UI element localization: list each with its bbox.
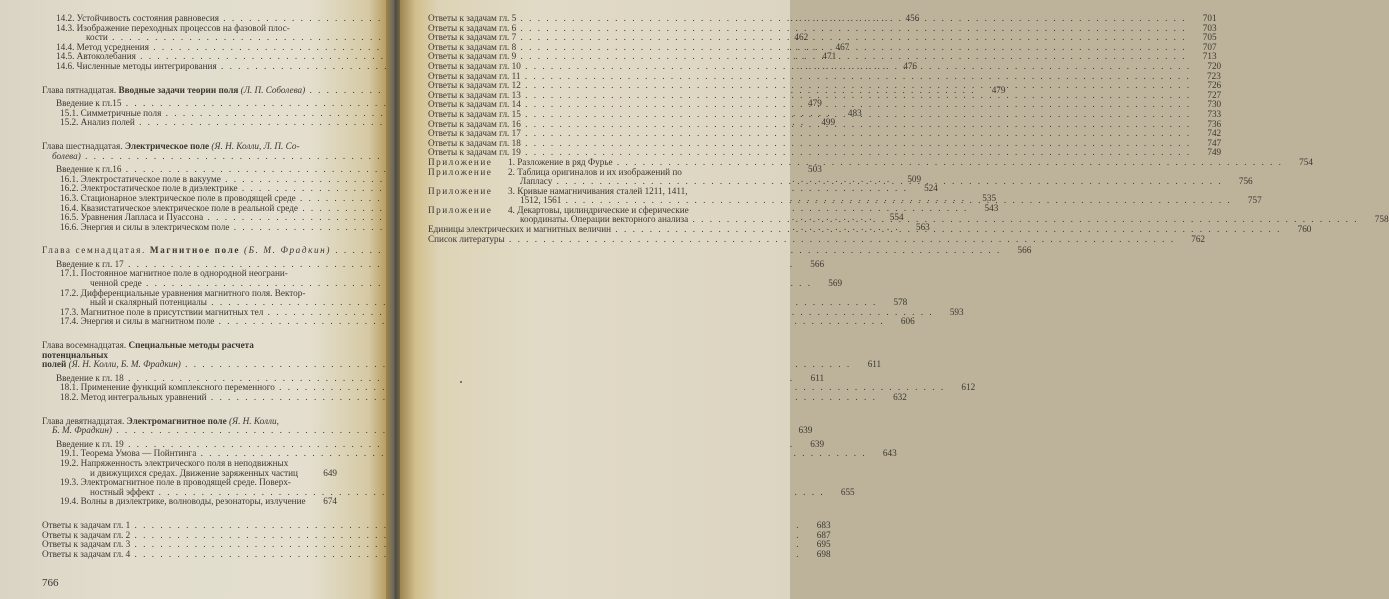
toc-entry: Введение к гл. 19 . . . 639 <box>56 440 337 450</box>
toc-entry: 18.1. Применение функций комплексного переменного . . . 612 <box>60 383 337 393</box>
toc-answers: Ответы к задачам гл. 17 . . . 742 <box>428 129 753 139</box>
toc-entry: 19.3. Электромагнитное поле в проводящей среде. Поверх- <box>60 477 291 488</box>
toc-answers: Ответы к задачам гл. 2 . . . 687 <box>42 531 337 541</box>
toc-answers: Ответы к задачам гл. 1 . . . 683 <box>42 521 337 531</box>
toc-answers: Ответы к задачам гл. 18 . . . 747 <box>428 139 753 149</box>
toc-entry: 15.1. Симметричные поля . . . 483 <box>60 109 337 119</box>
toc-answers: Ответы к задачам гл. 6 . . . 703 <box>428 24 753 34</box>
toc-answers: Ответы к задачам гл. 7 . . . 705 <box>428 33 753 43</box>
toc-entry: 16.3. Стационарное электрическое поле в проводящей среде . . . 535 <box>60 194 337 204</box>
toc-entry: 14.5. Автоколебания . . . 471 <box>56 52 337 62</box>
toc-entry: и движущихся средах. Движение заряженных частиц 649 <box>90 467 337 478</box>
toc-entry: 19.2. Напряженность электрического поля в неподвижных <box>60 457 289 468</box>
toc-entry: 19.1. Теорема Умова — Пойнтинга . . . 643 <box>60 449 337 459</box>
toc-answers: Ответы к задачам гл. 10 . . . 720 <box>428 62 753 72</box>
appendix-4: Приложение 4. Декартовы, цилиндрические и сферические координаты. Операции векторного анализа . . . 758 <box>428 206 753 225</box>
toc-entry: 15.2. Анализ полей . . . 499 <box>60 118 337 128</box>
toc-answers: Ответы к задачам гл. 13 . . . 727 <box>428 91 753 101</box>
toc-entry: 17.1. Постоянное магнитное поле в однородной неограни- <box>60 268 288 279</box>
toc-entry: 16.6. Энергия и силы в электрическом поле . . . 563 <box>60 223 337 233</box>
chapter-heading-15: Глава пятнадцатая. Вводные задачи теории поля (Л. П. Соболева) . . . 479 <box>42 86 337 96</box>
toc-entry: Введение к гл. 17 . . . 566 <box>56 260 337 270</box>
chapter-heading-18-cont: полей (Я. Н. Колли, Б. М. Фрадкин) . . . 611 <box>42 360 337 370</box>
toc-entry: Введение к гл.15 . . . 479 <box>56 99 337 109</box>
toc-entry: 19.4. Волны в диэлектрике, волноводы, резонаторы, излучение 674 <box>60 496 337 507</box>
toc-entry: 16.4. Квазистатическое электрическое поле в реальной среде . . . 543 <box>60 204 337 214</box>
toc-entry: 14.3. Изображение переходных процессов на фазовой плос- <box>56 22 290 33</box>
toc-entry: ный и скалярный потенциалы . . . 578 <box>90 298 337 308</box>
appendix-2: Приложение 2. Таблица оригиналов и их изображений по Лапласу . . . 756 <box>428 168 753 187</box>
chapter-heading-16-cont: болева) . . . <box>52 152 337 162</box>
toc-answers: Ответы к задачам гл. 11 . . . 723 <box>428 72 753 82</box>
toc-entry: 16.5. Уравнения Лапласа и Пуассона . . . 554 <box>60 213 337 223</box>
toc-entry: 17.2. Дифференциальные уравнения магнитного поля. Вектор- <box>60 287 306 298</box>
chapter-heading-18: Глава восемнадцатая. Специальные методы расчета потенциальных <box>42 340 254 360</box>
toc-entry: 16.1. Электростатическое поле в вакууме . . . 509 <box>60 175 337 185</box>
toc-entry: ностный эффект . . . 655 <box>90 488 337 498</box>
toc-entry: Введение к гл.16 . . . 503 <box>56 165 337 175</box>
toc-answers: Ответы к задачам гл. 9 . . . 713 <box>428 52 753 62</box>
toc-bibliography: Список литературы . . . 762 <box>428 235 753 245</box>
toc-entry: 18.2. Метод интегральных уравнений . . . 632 <box>60 393 337 403</box>
toc-entry: 16.2. Электростатическое поле в диэлектрике . . . 524 <box>60 184 337 194</box>
toc-answers: Ответы к задачам гл. 14 . . . 730 <box>428 100 753 110</box>
toc-entry: кости . . . 462 <box>86 33 337 43</box>
toc-entry: 14.2. Устойчивость состояния равновесия . . . 456 <box>56 14 337 24</box>
appendix-3: Приложение 3. Кривые намагничивания сталей 1211, 1411, 1512, 1561 . . . 757 <box>428 187 753 206</box>
toc-entry: 17.3. Магнитное поле в присутствии магнитных тел . . . 593 <box>60 308 337 318</box>
chapter-heading-19-cont: Б. М. Фрадкин) . . . 639 <box>52 426 337 436</box>
toc-answers: Ответы к задачам гл. 4 . . . 698 <box>42 550 337 560</box>
toc-entry: ченной среде . . . 569 <box>90 279 337 289</box>
toc-answers: Ответы к задачам гл. 5 . . . 701 <box>428 14 753 24</box>
toc-entry: Введение к гл. 18 . . . 611 <box>56 374 337 384</box>
chapter-heading-17: Глава семнадцатая. Магнитное поле (Б. М. Фрадкин) . . . 566 <box>42 246 337 256</box>
appendix-1: Приложение 1. Разложение в ряд Фурье . . . 754 <box>428 158 753 168</box>
chapter-heading-16: Глава шестнадцатая. Электрическое поле (Я. Н. Колли, Л. П. Со- <box>42 140 300 151</box>
toc-answers: Ответы к задачам гл. 15 . . . 733 <box>428 110 753 120</box>
toc-answers: Ответы к задачам гл. 3 . . . 695 <box>42 540 337 550</box>
toc-entry: 17.4. Энергия и силы в магнитном поле . . . 606 <box>60 317 337 327</box>
toc-entry: 14.6. Численные методы интегрирования . . . 476 <box>56 62 337 72</box>
page-number: 766 <box>42 577 59 589</box>
toc-answers: Ответы к задачам гл. 8 . . . 707 <box>428 43 753 53</box>
toc-answers: Ответы к задачам гл. 19 . . . 749 <box>428 148 753 158</box>
toc-answers: Ответы к задачам гл. 16 . . . 736 <box>428 120 753 130</box>
toc-entry: 14.4. Метод усреднения . . . 467 <box>56 43 337 53</box>
paper-speck <box>460 381 462 383</box>
toc-answers: Ответы к задачам гл. 12 . . . 726 <box>428 81 753 91</box>
toc-units: Единицы электрических и магнитных величин . . . 760 <box>428 225 753 235</box>
chapter-heading-19: Глава девятнадцатая. Электромагнитное поле (Я. Н. Колли, <box>42 415 279 426</box>
